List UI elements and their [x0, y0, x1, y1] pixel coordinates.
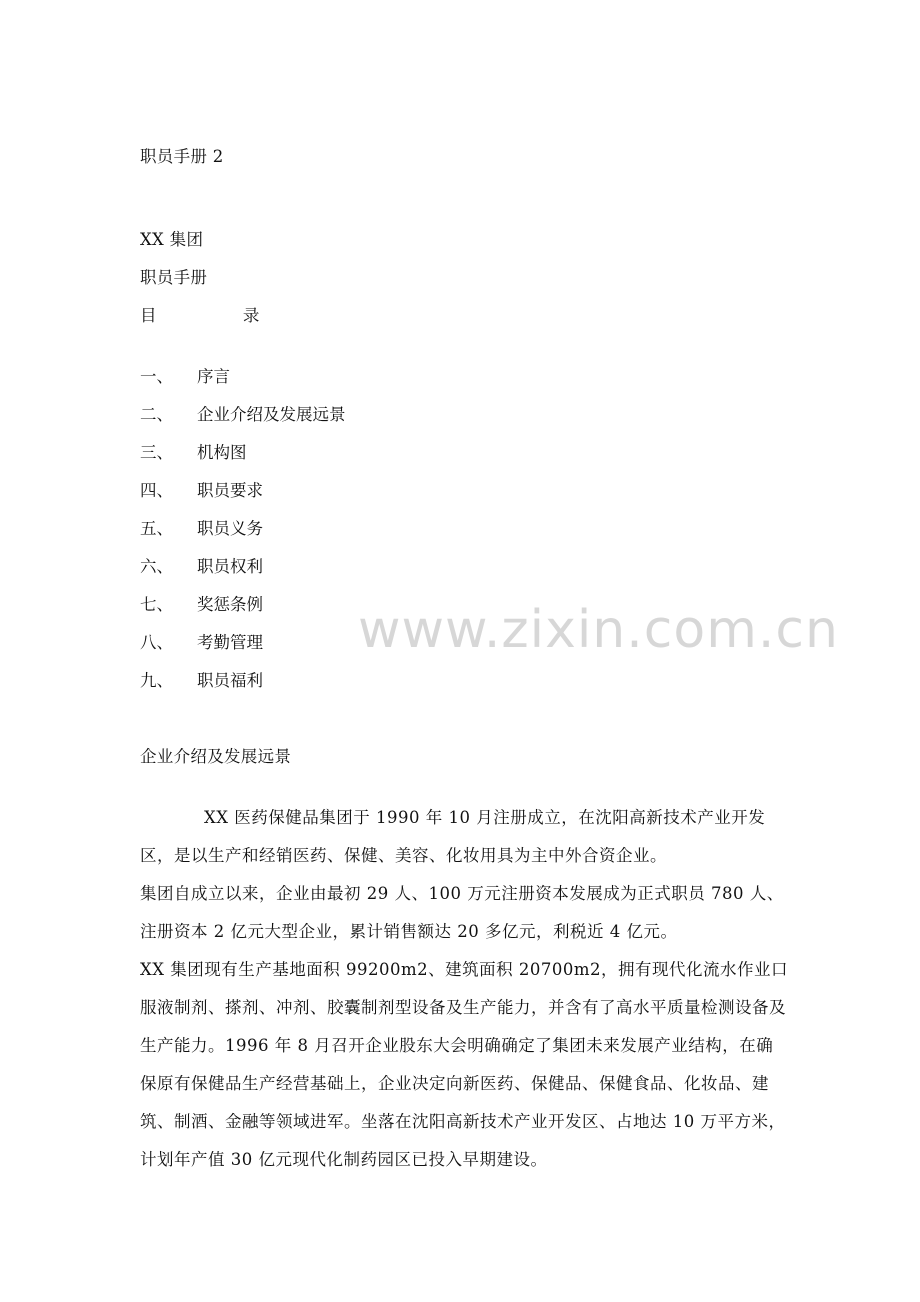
body-paragraph: XX 医药保健品集团于 1990 年 10 月注册成立，在沈阳高新技术产业开发区，是以生产和经销医药、保健、美容、化妆用具为主中外合资企业。 [140, 808, 766, 865]
toc-item-number: 九、 [140, 671, 173, 690]
toc-item[interactable] [140, 670, 263, 692]
toc-item[interactable] [140, 556, 263, 578]
toc-item-number: 三、 [140, 443, 173, 462]
toc-item-label: 职员要求 [197, 481, 263, 500]
toc-item-label: 职员权利 [197, 557, 263, 576]
toc-item-label: 企业介绍及发展远景 [197, 405, 346, 424]
body-paragraph: 集团自成立以来，企业由最初 29 人、100 万元注册资本发展成为正式职员 780 人、注册资本 2 亿元大型企业，累计销售额达 20 多亿元，利税近 4 亿元。 [140, 884, 784, 941]
toc-item-label: 考勤管理 [197, 633, 263, 652]
company-name: XX 集团 [140, 230, 204, 249]
toc-item-label: 机构图 [197, 443, 247, 462]
toc-item-label: 奖惩条例 [197, 595, 263, 614]
toc-item-number: 五、 [140, 519, 173, 538]
toc-item-label: 序言 [197, 367, 230, 386]
toc-item[interactable] [140, 404, 346, 426]
toc-item[interactable] [140, 632, 263, 654]
toc-item-number: 六、 [140, 557, 173, 576]
toc-heading [140, 305, 260, 327]
toc-item[interactable] [140, 594, 263, 616]
watermark: www.zixin.com.cn [358, 600, 839, 660]
document-title: 职员手册 2 [140, 147, 224, 166]
toc-item-label: 职员福利 [197, 671, 263, 690]
handbook-title: 职员手册 [140, 268, 208, 287]
toc-item-label: 职员义务 [197, 519, 263, 538]
toc-item-number: 一、 [140, 367, 173, 386]
toc-item[interactable] [140, 366, 230, 388]
toc-item[interactable] [140, 442, 247, 464]
toc-heading-part2: 录 [242, 306, 260, 325]
toc-item-number: 八、 [140, 633, 173, 652]
toc-heading-part1: 目 [140, 306, 157, 325]
toc-item-number: 七、 [140, 595, 173, 614]
toc-item[interactable] [140, 518, 263, 540]
toc-item-number: 二、 [140, 405, 173, 424]
body-paragraph: XX 集团现有生产基地面积 99200m2、建筑面积 20700m2，拥有现代化流水作业口服液制剂、搽剂、冲剂、胶囊制剂型设备及生产能力，并含有了高水平质量检测设备及生产能力。1996 年 8 月召开企业股东大会明确确定了集团未来发展产业结构，在确保原有保健品生产经营基础上，企业决定向新医药、保健品、保健食品、化妆品、建筑、制酒、金融等领域进军。坐落在沈阳高新技术产业开发区、占地达 10 万平方米，计划年产值 30 亿元现代化制药园区已投入早期建设。 [140, 960, 788, 1169]
toc-item-number: 四、 [140, 481, 173, 500]
toc-item[interactable] [140, 480, 263, 502]
section-heading: 企业介绍及发展远景 [140, 747, 292, 766]
